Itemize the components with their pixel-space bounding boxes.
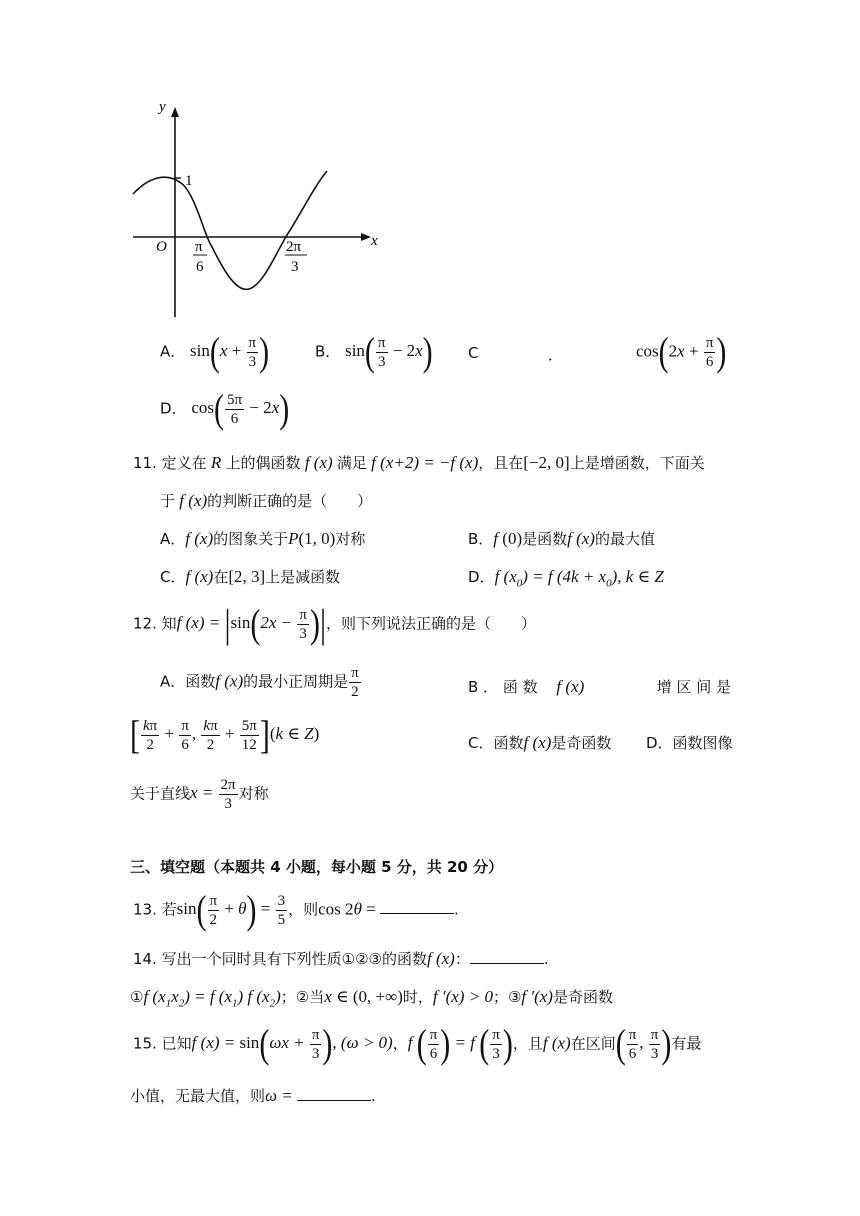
q15-stem-line2 — [130, 1085, 376, 1106]
q10-option-d-label: D． — [160, 399, 187, 418]
sine-graph — [125, 95, 395, 320]
q11-option-a-tail: 对称 — [335, 530, 366, 548]
q14-math-fx: f (x) — [426, 949, 455, 968]
q15-math-fx: f (x) — [542, 1033, 571, 1053]
q10-option-b-expr: sin( $\frac{\pi}{3}$ − 2x) — [345, 329, 433, 375]
q10-option-a-expr: sin(x + $\frac{\pi}{3}$ ) — [190, 329, 270, 375]
q12-option-d[interactable] — [646, 732, 733, 753]
q14-property-1-marker: ① — [130, 988, 144, 1006]
q14-number: 14. — [133, 950, 157, 968]
q14-stem — [133, 948, 549, 969]
q12-option-a-tail: 的最小正周期是 — [243, 672, 349, 691]
q12-option-c-tail: 是奇函数 — [551, 734, 612, 752]
q14-answer-blank[interactable] — [470, 949, 544, 964]
q11-math-interval: [−2, 0] — [523, 453, 570, 472]
q11-option-b[interactable]: B．f (0)是函数f (x)的最大值 — [468, 529, 655, 548]
q10-option-a-label: A． — [160, 342, 186, 361]
q11-math-fx: f (x) — [175, 491, 208, 510]
q12-option-d-line2 — [130, 776, 269, 813]
q11-option-b-text: 是函数 — [522, 530, 568, 548]
q10-option-c-expr: cos(2x + $\frac{\pi}{6}$ ) — [636, 329, 727, 375]
y-axis-arrow — [171, 107, 179, 117]
q13-number: 13. — [133, 900, 157, 919]
q15-text: ， — [392, 1034, 408, 1053]
q14-property-3-marker: ；③ — [492, 988, 522, 1006]
q12-text: ，则下列说法正确的是（ ） — [325, 614, 536, 633]
q11-math-point: P(1, 0) — [288, 529, 336, 548]
q12-option-a[interactable] — [160, 664, 362, 701]
x-axis-label: x — [371, 233, 378, 249]
q15-answer-blank[interactable] — [297, 1086, 371, 1101]
q14-text: 时， — [402, 988, 433, 1006]
tick-2pi3-den: 3 — [291, 259, 299, 275]
q11-math-fx: f (x) — [185, 529, 214, 548]
q10-option-d[interactable] — [160, 386, 290, 432]
q11-stem-line1 — [133, 452, 705, 473]
q11-text: 于 — [160, 492, 176, 510]
q12-math-fx: f (x) — [556, 677, 585, 696]
q11-math-interval: [2, 3] — [228, 567, 266, 586]
q10-option-d-expr: cos( $\frac{5\pi}{6}$ − 2x) — [191, 386, 290, 432]
q11-text: 上的偶函数 — [225, 454, 301, 472]
q12-math-fx: f (x) — [523, 733, 552, 752]
q15-text: 在区间 — [570, 1034, 616, 1053]
q15-text: 已知 — [161, 1034, 192, 1053]
q12-stem — [133, 601, 536, 647]
q14-properties — [130, 986, 613, 1009]
q13-answer-blank[interactable] — [380, 899, 454, 914]
q10-option-c-label: C — [468, 344, 479, 362]
q14-end: . — [543, 950, 549, 968]
q14-text: 写出一个同时具有下列性质①②③的函数 — [161, 950, 427, 968]
section-3-title: 三、填空题（本题共 4 小题，每小题 5 分，共 20 分） — [130, 858, 504, 876]
q11-option-d[interactable]: D．f $(x_0) = f$ $(4k + x_0)$, k ∈ Z — [468, 567, 664, 590]
q15-text: 小值，无最大值，则 — [130, 1087, 266, 1105]
q14-math-property-2: f ′(x) > 0 — [432, 987, 493, 1006]
q14-text: 是奇函数 — [552, 988, 613, 1006]
q11-option-a-text: 的图象关于 — [213, 530, 289, 548]
q13-math-condition: sin( $\frac{\pi}{2}$ + θ) = $\frac{3}{5}$ — [176, 887, 286, 933]
q14-math-domain: x ∈ (0, +∞) — [324, 987, 403, 1006]
q15-end: . — [371, 1087, 376, 1105]
q11-math-periodic: f $(x_0) = f$ $(4k + x_0)$, k ∈ Z — [494, 567, 664, 590]
origin-label: O — [156, 239, 167, 255]
q15-text: 有最 — [671, 1034, 702, 1053]
y-axis-label: y — [159, 99, 166, 115]
q12-option-c[interactable] — [468, 732, 611, 753]
q14-math-fprime: f ′(x) — [521, 987, 553, 1006]
q12-option-a-text: A．函数 — [160, 672, 216, 691]
q11-number: 11. — [133, 454, 157, 472]
q11-option-c-tail: 上是减函数 — [265, 568, 341, 586]
q12-option-b-tail: 增 区 间 是 — [656, 678, 731, 696]
q10-option-a[interactable] — [160, 329, 270, 375]
q12-option-c-text: C．函数 — [468, 734, 524, 752]
q11-text: ，且在 — [478, 454, 524, 472]
q13-text: 若 — [161, 900, 177, 919]
q11-math-R: R — [206, 453, 226, 472]
q11-text: 上是增函数，下面关 — [569, 454, 705, 472]
tick-pi6-num: π — [195, 239, 203, 255]
q11-text: 满足 — [336, 454, 367, 472]
q11-math-f0: f (0) — [493, 529, 523, 548]
x-axis-arrow — [361, 233, 371, 241]
q13-math-target: cos 2θ = — [318, 899, 381, 919]
q11-option-c[interactable]: C．f (x)在[2, 3]上是减函数 — [160, 567, 341, 586]
q11-stem-line2 — [160, 490, 372, 511]
q12-math-period: $\frac{\pi}{2}$ — [351, 665, 359, 700]
q11-text: 的判断正确的是（ ） — [207, 492, 373, 510]
q15-math-interval: ( $\frac{\pi}{6}$ , $\frac{\pi}{3}$ ) — [615, 1021, 672, 1067]
q12-option-d-text: D．函数图像 — [646, 734, 733, 752]
q13-stem — [133, 887, 459, 933]
q15-math-equality: f ( $\frac{\pi}{6}$ ) = f ( $\frac{\pi}{3}$ ) — [407, 1021, 513, 1067]
q15-math-omega: ω = — [265, 1086, 297, 1105]
q14-property-2-marker: ；②当 — [280, 988, 325, 1006]
q12-math-fx: f (x) — [215, 671, 244, 691]
q12-option-b-head[interactable] — [468, 676, 731, 697]
q11-math-fx: f (x) — [567, 529, 595, 548]
q10-option-b-label: B． — [315, 342, 341, 361]
q12-option-b-interval — [130, 712, 320, 758]
q12-text: 知 — [161, 614, 177, 633]
q11-math-fx: f (x) — [185, 567, 214, 586]
q15-stem-line1 — [133, 1021, 702, 1067]
q15-math-fx-def: f (x) = sin(ωx + $\frac{\pi}{3}$ ), (ω > 0) — [191, 1021, 393, 1067]
q12-math-line: x = $\frac{2\pi}{3}$ — [190, 777, 236, 812]
q12-math-fx-def: f (x) = |sin(2x − $\frac{\pi}{3}$ )| — [176, 601, 326, 647]
q11-math-condition: f (x+2) = −f (x) — [366, 453, 479, 472]
q14-colon: ： — [454, 950, 470, 968]
q11-option-a[interactable]: A．f (x)的图象关于P(1, 0)对称 — [160, 529, 366, 548]
q13-end: . — [454, 900, 459, 919]
q12-option-d-tail: 对称 — [238, 784, 269, 803]
q13-text: ，则 — [288, 900, 319, 919]
q10-option-c-dot: ． — [548, 346, 564, 364]
tick-pi6-den: 6 — [196, 259, 204, 275]
q12-option-b-text: B ． 函 数 — [468, 678, 538, 696]
q11-math-fx: f (x) — [300, 453, 337, 472]
q12-option-d-text: 关于直线 — [130, 784, 191, 803]
q15-number: 15. — [133, 1034, 157, 1053]
q11-option-b-tail: 的最大值 — [594, 530, 655, 548]
q10-option-b[interactable] — [315, 329, 433, 375]
q14-math-property-1: f $(x_1x_2) = f$ $(x_1)$ f $(x_2)$ — [143, 987, 281, 1010]
q12-number: 12. — [133, 614, 157, 633]
q15-text: ，且 — [512, 1034, 543, 1053]
q12-math-interval: [ $\frac{k\pi}{2}$ + $\frac{\pi}{6}$ , $\frac{k\pi}{2}$ + $\frac{5\pi}{12}$ ](k ∈ Z) — [130, 712, 320, 758]
q11-text: 定义在 — [161, 454, 207, 472]
y-tick-one-label: 1 — [185, 173, 193, 189]
q11-option-c-text: 在 — [213, 568, 229, 586]
tick-2pi3-num: 2π — [286, 239, 302, 255]
